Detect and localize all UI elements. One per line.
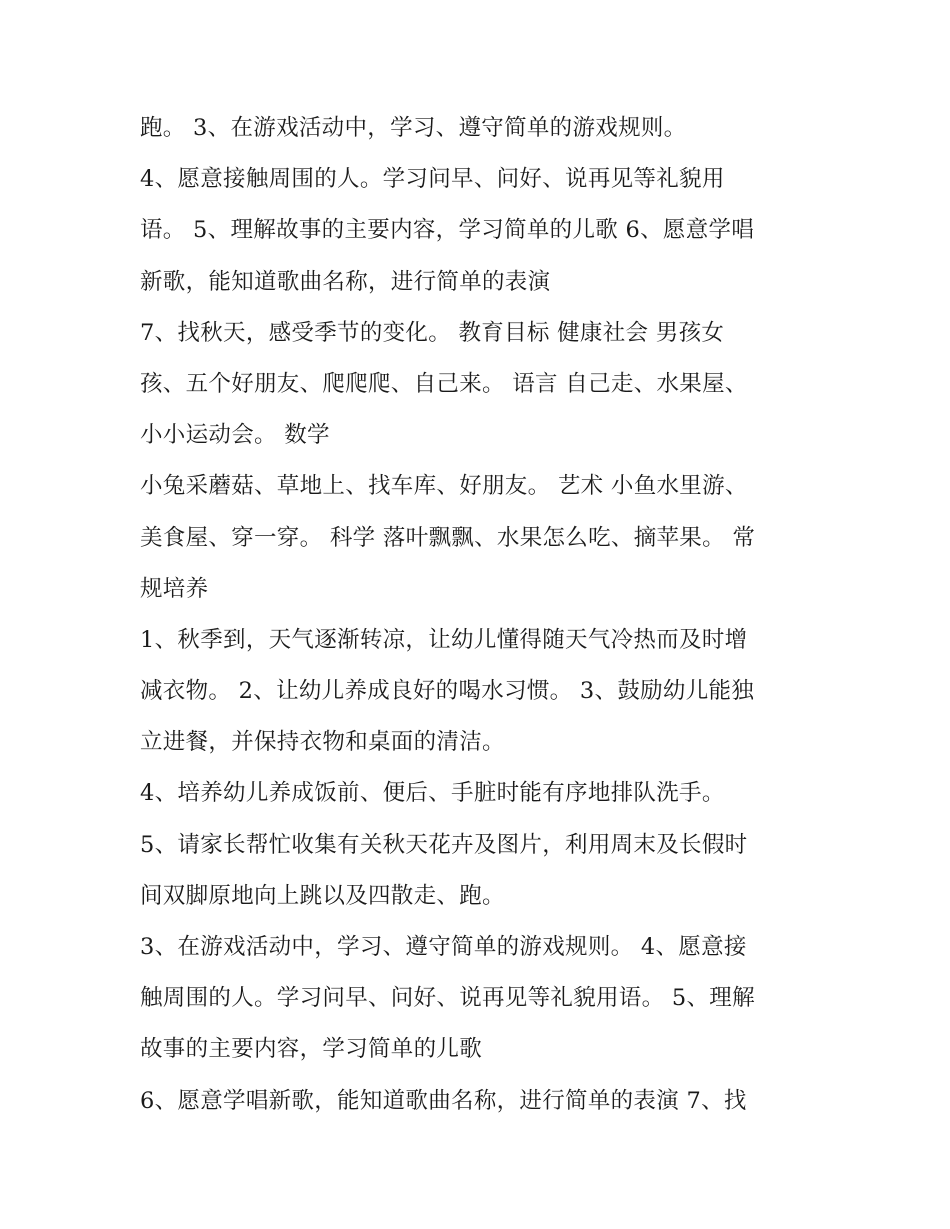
text-line: 减衣物。 2、让幼儿养成良好的喝水习惯。 3、鼓励幼儿能独 <box>140 678 755 705</box>
text-line: 间双脚原地向上跳以及四散走、跑。 <box>140 882 505 909</box>
text-line: 故事的主要内容，学习简单的儿歌 <box>140 1036 483 1063</box>
text-line: 5、请家长帮忙收集有关秋天花卉及图片，利用周末及长假时 <box>140 831 748 858</box>
text-line: 语。 5、理解故事的主要内容，学习简单的儿歌 6、愿意学唱 <box>140 217 755 244</box>
text-line: 1、秋季到，天气逐渐转凉，让幼儿懂得随天气冷热而及时增 <box>140 626 748 653</box>
text-line: 孩、五个好朋友、爬爬爬、自己来。 语言 自己走、水果屋、 <box>140 370 748 397</box>
text-line: 美食屋、穿一穿。 科学 落叶飘飘、水果怎么吃、摘苹果。 常 <box>140 524 756 551</box>
text-line: 6、愿意学唱新歌，能知道歌曲名称，进行简单的表演 7、找 <box>140 1087 747 1114</box>
text-line: 跑。 3、在游戏活动中，学习、遵守简单的游戏规则。 <box>140 115 687 141</box>
text-line: 7、找秋天，感受季节的变化。 教育目标 健康社会 男孩女 <box>140 319 725 346</box>
text-line: 4、培养幼儿养成饭前、便后、手脏时能有序地排队洗手。 <box>140 780 725 807</box>
text-line: 4、愿意接触周围的人。学习问早、问好、说再见等礼貌用 <box>140 166 725 193</box>
body-text <box>140 103 820 1127</box>
text-line: 3、在游戏活动中，学习、遵守简单的游戏规则。 4、愿意接 <box>140 934 747 960</box>
text-line: 小兔采蘑菇、草地上、找车库、好朋友。 艺术 小鱼水里游、 <box>140 473 748 500</box>
text-line: 规培养 <box>140 575 209 602</box>
text-line: 新歌，能知道歌曲名称，进行简单的表演 <box>140 268 551 295</box>
text-line: 触周围的人。学习问早、问好、说再见等礼貌用语。 5、理解 <box>140 985 755 1012</box>
text-line: 立进餐，并保持衣物和桌面的清洁。 <box>140 729 505 756</box>
text-line: 小小运动会。 数学 <box>140 422 330 449</box>
